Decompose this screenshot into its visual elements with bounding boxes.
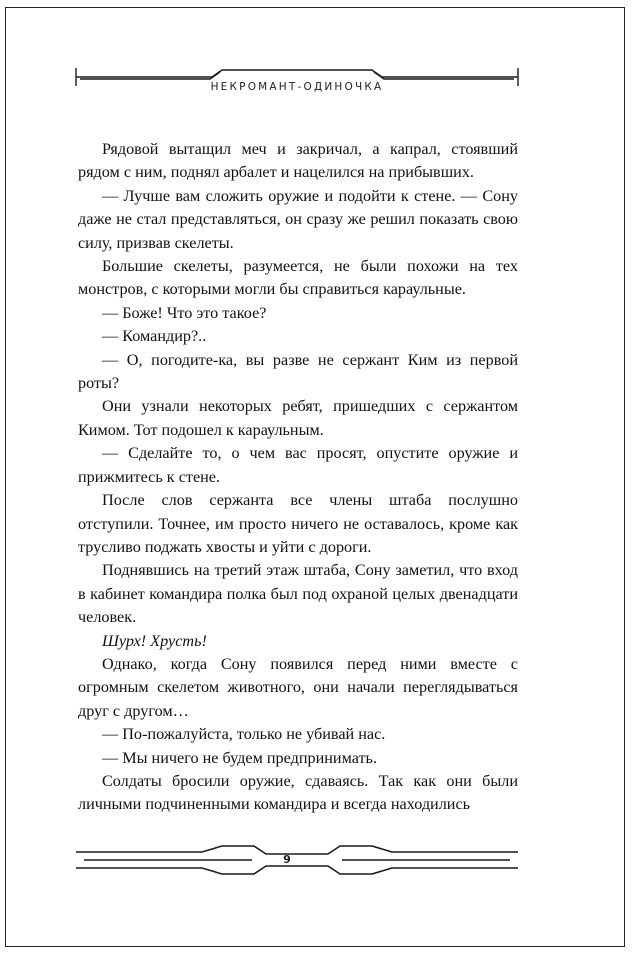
paragraph: — По-пожалуйста, только не убивай нас. [102,725,386,744]
paragraph: Они узнали некоторых ребят, пришедших с сержантом Кимом. Тот подошел к караульным. [78,397,518,439]
paragraph: После слов сержанта все члены штаба послушно отступили. Точнее, им просто ничего не оставалось, кроме как трусливо поджать хвосты и уйти с дороги. [78,491,518,556]
paragraph: — О, погодите-ка, вы разве не сержант Ким из первой роты? [78,350,518,393]
paragraph: Солдаты бросили оружие, сдаваясь. Так как они были личными подчиненными командира и всегда находились [78,771,518,814]
paragraph: — Командир?.. [102,327,207,346]
page-number: 9 [283,853,291,866]
paragraph: — Боже! Что это такое? [102,303,267,322]
paragraph: Поднявшись на третий этаж штаба, Сону заметил, что вход в кабинет командира полка был под охраной целых двенадцати человек. [78,561,518,627]
running-title: НЕКРОМАНТ-ОДИНОЧКА [210,81,384,93]
paragraph: — Лучше вам сложить оружие и подойти к стене. — Сону даже не стал представляться, он сразу же решил показать свою силу, призвав скелеты. [78,186,518,252]
paragraph-sound-effect: Шурх! Хрусть! [102,631,207,650]
body-text [78,138,518,817]
paragraph: — Мы ничего не будем предпринимать. [102,748,377,767]
paragraph: Большие скелеты, разумеется, не были похожи на тех монстров, с которыми могли бы справиться караульные. [78,257,518,299]
paragraph: Однако, когда Сону появился перед ними вместе с огромным скелетом животного, они начали переглядываться друг с другом… [78,654,518,720]
paragraph: Рядовой вытащил меч и закричал, а капрал, стоявший рядом с ним, поднял арбалет и нацелился на прибывших. [78,140,518,182]
paragraph: — Сделайте то, о чем вас просят, опустите оружие и прижмитесь к стене. [78,444,518,486]
